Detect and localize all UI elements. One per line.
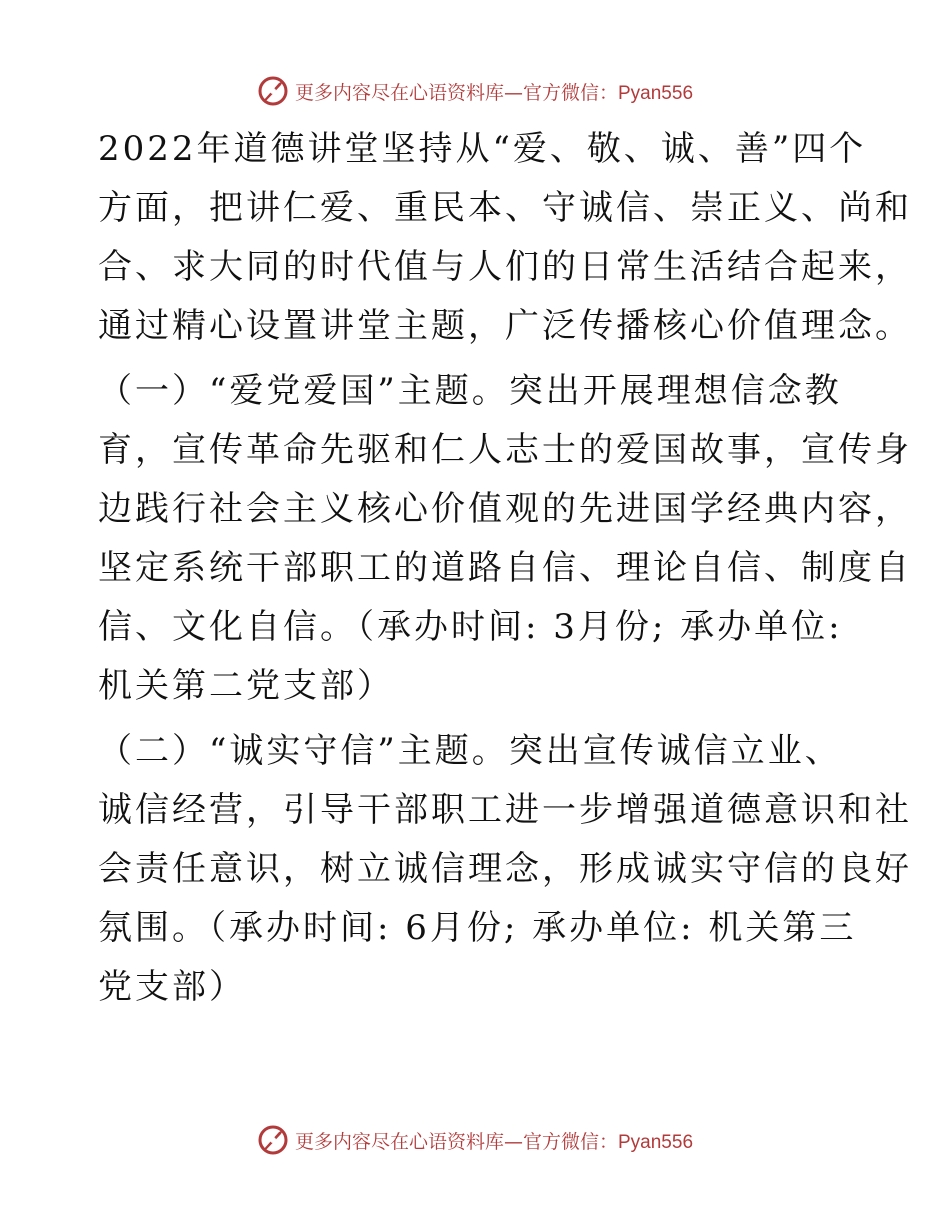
watermark-id: Pyan556 [618, 1131, 694, 1153]
text-line: 育，宣传革命先驱和仁人志士的爱国故事，宣传身 [98, 430, 912, 470]
feather-pen-circle-icon [257, 1124, 289, 1156]
watermark-id: Pyan556 [618, 82, 694, 104]
paragraph-theme-one [98, 362, 912, 716]
text-line: 坚定系统干部职工的道路自信、理论自信、制度自 [98, 548, 912, 588]
paragraph-intro [98, 120, 912, 356]
text-line: （一）“爱党爱国”主题。突出开展理想信念教 [98, 371, 842, 411]
text-line: 氛围。（承办时间: 6月份; 承办单位: 机关第三 [98, 908, 857, 948]
text-line: 诚信经营，引导干部职工进一步增强道德意识和社 [98, 790, 912, 830]
text-line: （二）“诚实守信”主题。突出宣传诚信立业、 [98, 731, 842, 771]
text-line: 信、文化自信。（承办时间: 3月份; 承办单位: [98, 607, 843, 647]
feather-pen-circle-icon [257, 75, 289, 107]
watermark-text: 更多内容尽在心语资料库—官方微信：Pyan556 [294, 81, 694, 104]
text-line: 党支部） [98, 967, 246, 1007]
document-body [98, 120, 912, 1017]
text-line: 通过精心设置讲堂主题，广泛传播核心价值理念。 [98, 306, 912, 346]
footer-watermark [0, 1120, 950, 1160]
text-line: 边践行社会主义核心价值观的先进国学经典内容， [98, 489, 912, 529]
text-line: 2022年道德讲堂坚持从“爱、敬、诚、善”四个 [98, 129, 867, 169]
text-line: 会责任意识，树立诚信理念，形成诚实守信的良好 [98, 849, 912, 889]
text-line: 机关第二党支部） [98, 666, 394, 706]
text-line: 合、求大同的时代值与人们的日常生活结合起来， [98, 247, 912, 287]
header-watermark [0, 71, 950, 111]
watermark-text: 更多内容尽在心语资料库—官方微信：Pyan556 [294, 1130, 694, 1153]
paragraph-theme-two [98, 722, 912, 1017]
text-line: 方面，把讲仁爱、重民本、守诚信、崇正义、尚和 [98, 188, 912, 228]
